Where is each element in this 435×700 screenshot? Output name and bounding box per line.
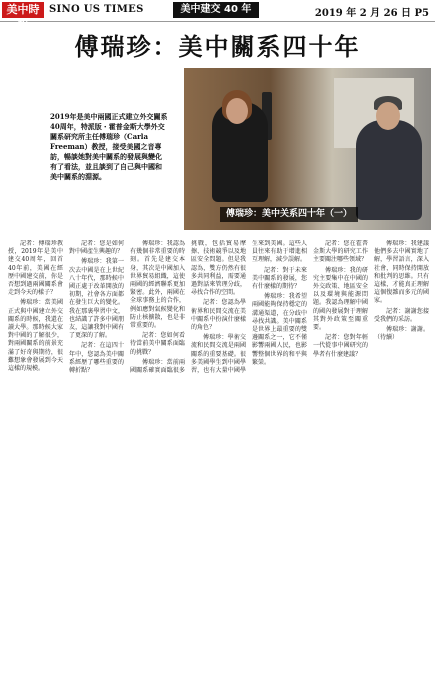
- body-paragraph: 記者：在這四十年中，您認為美中關系經歷了哪些重要的轉折點？: [69, 342, 124, 375]
- body-paragraph: 傅瑞珍：我第一次去中國是在上世紀八十年代，那時候中國正處于改革開放的初期，社會各方面都在發生巨大的變化。我在那裏學習中文，也結識了許多中國朋友，這讓我對中國有了更深的了解。: [69, 258, 124, 340]
- body-paragraph: 傅瑞珍：謝謝。（待續）: [374, 326, 429, 342]
- body-paragraph: 傅瑞珍：學術交流和民間交流是兩國關系的重要基礎。很多美國學生到中國學習，也有大量中國學生來到美國。這些人員往來有助于增進相互理解，減少誤解。: [191, 240, 307, 375]
- body-paragraph: 傅瑞珍：當前兩國關系確實面臨很多挑戰，包括貿易摩擦、技術競爭以及地區安全問題。但是我認為，雙方仍然有很多共同利益，需要通過對話來管理分歧，尋找合作的空間。: [130, 240, 246, 375]
- interviewer-figure: [356, 120, 422, 220]
- body-paragraph: 傅瑞珍：我認為有幾個非常重要的時刻。首先是建交本身，其次是中國加入世界貿易組織，這使兩國的經濟聯系更加緊密。此外，兩國在全球事務上的合作，例如應對氣候變化和防止核擴散，也是非常重要的。: [130, 240, 185, 330]
- section-label: 美中建交 40 年: [173, 2, 259, 18]
- photo-caption: 傅瑞珍：美中关系四十年（一）: [220, 207, 358, 222]
- interview-photo: [184, 68, 431, 230]
- body-paragraph: 記者：您認為學術界和民間交流在美中關系中扮演什麼樣的角色？: [191, 299, 246, 332]
- article-headline: 傅瑞珍：美中關系四十年: [74, 32, 361, 61]
- body-paragraph: 記者：您對年輕一代從事中國研究的學者有什麼建議？: [313, 334, 368, 358]
- body-paragraph: 傅瑞珍：當美國正式與中國建立外交關系的時候，我還在讀大學。那時候大家對中國的了解很少，對兩國關系的前景充滿了好奇與期待，很難想象會發展到今天這樣的規模。: [8, 299, 63, 373]
- interviewer-face: [376, 102, 400, 130]
- newspaper-logo: 美中時報: [2, 2, 44, 18]
- body-paragraph: 記者：傅瑞珍教授，2019年是美中建交40周年，回首40年前，美國在經歷中國建交前，你是否想到過兩國關系會走到今天的樣子？: [8, 240, 63, 297]
- body-paragraph: 傅瑞珍：我希望兩國能夠保持穩定的溝通渠道，在分歧中尋找共識。美中關系是世界上最重要的雙邊關系之一，它不僅影響兩國人民，也影響整個世界的和平與繁榮。: [252, 293, 307, 366]
- body-paragraph: 記者：謝謝您接受我們的采訪。: [374, 307, 429, 323]
- body-paragraph: 記者：您是如何對中國產生興趣的？: [69, 240, 124, 256]
- issue-date: 2019 年 2 月 26 日 P5: [314, 8, 429, 19]
- newspaper-brand: SINO US TIMES: [49, 4, 144, 15]
- article-body: [8, 240, 429, 690]
- body-paragraph: 傅瑞珍：我的研究主要集中在中國的外交政策、地區安全以及環境與能源問題。我認為理解中國的國內發展對于理解其對外政策至關重要。: [313, 266, 368, 332]
- body-paragraph: 記者：您在霍普金斯大學的研究工作主要關注哪些領域？: [313, 240, 368, 264]
- page-header: [0, 0, 435, 32]
- body-paragraph: 記者：對于未來美中關系的發展，您有什麼樣的期待？: [252, 266, 307, 291]
- interviewee-face: [226, 98, 248, 124]
- body-paragraph: 記者：您如何看待當前美中關系面臨的挑戰？: [130, 332, 185, 356]
- body-paragraph: 傅瑞珍：我建議他們多去中國實地了解，學習語言，深入社會，同時保持開放和批判的思維。只有這樣，才能真正理解這個復雜而多元的國家。: [374, 240, 429, 305]
- article-deck: 2019年是美中兩國正式建立外交關系40周年，特派版・霍普金斯大學外交關系研究所主任傅瑞珍（Carla Freeman）教授，接受美國之音專訪，暢談她對美中關系的發展與變化有了看法，並且談到了自己與中國和美中關系的淵源。: [50, 112, 168, 181]
